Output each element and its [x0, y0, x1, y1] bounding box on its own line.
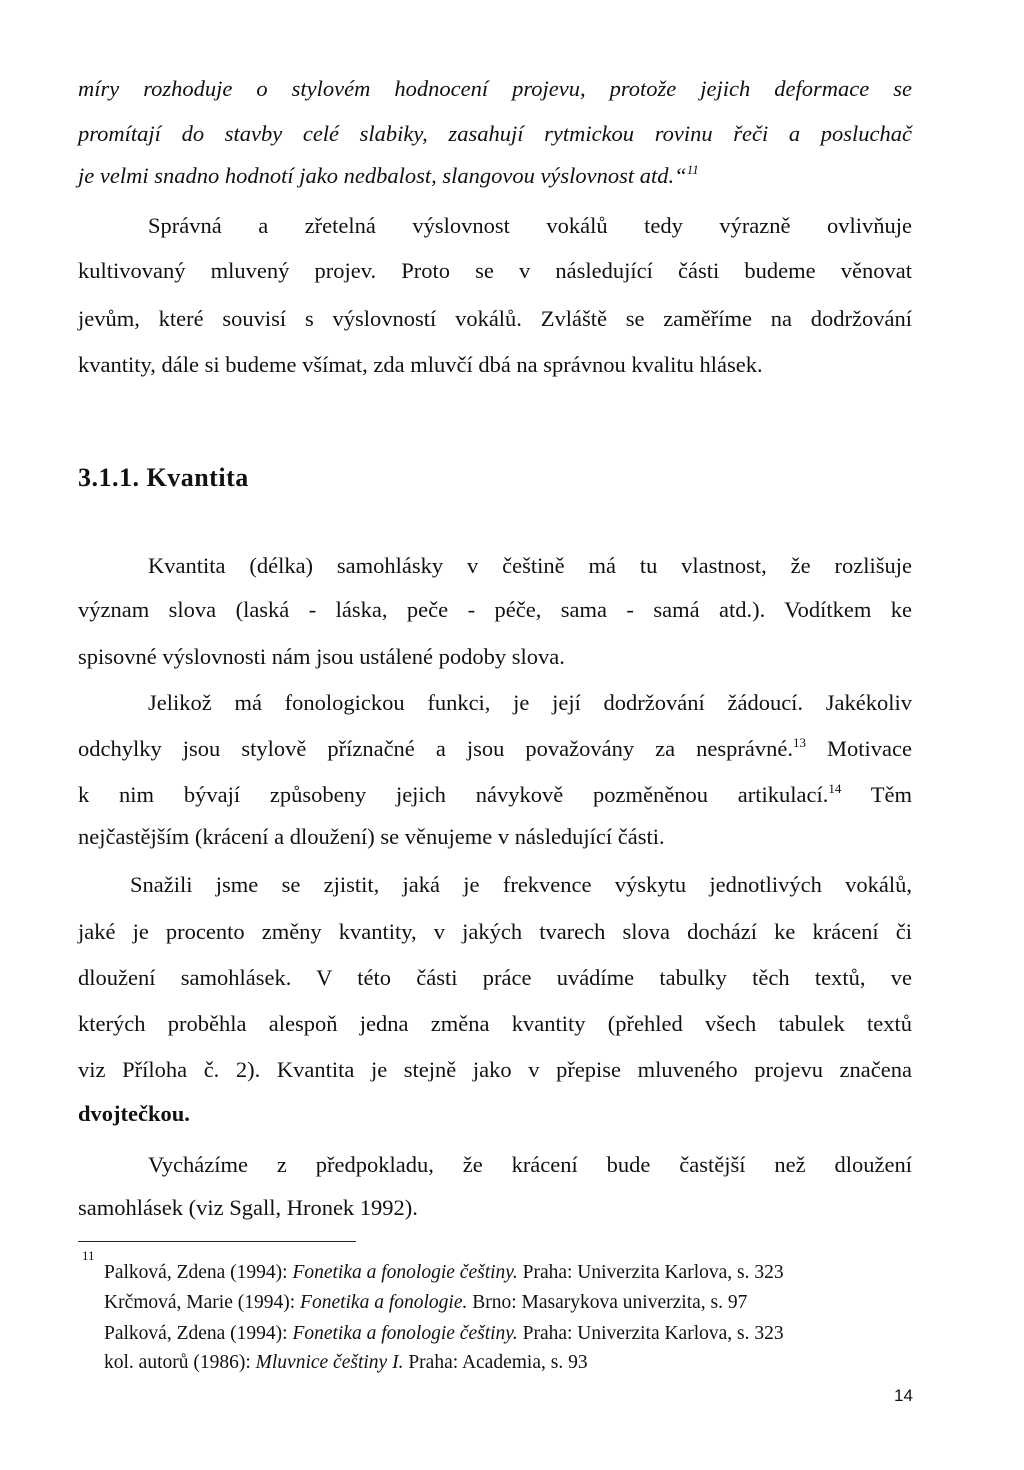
paragraph-line: jevům, které souvisí s výslovností vokálů. Zvláště se zaměříme na dodržování	[78, 306, 912, 331]
footnote-text: Krčmová, Marie (1994):	[104, 1292, 301, 1313]
footnote-ref: 11	[686, 162, 699, 177]
paragraph-text: k nim bývají způsobeny jejich návykově pozměněnou artikulací.	[78, 782, 829, 807]
footnote-text: Palková, Zdena (1994):	[104, 1323, 293, 1344]
quote-line	[78, 161, 912, 191]
paragraph-line: viz Příloha č. 2). Kvantita je stejně jako v přepise mluveného projevu značena	[78, 1057, 912, 1082]
paragraph-line	[78, 734, 912, 764]
paragraph-text: Motivace	[805, 736, 912, 761]
quote-line: promítají do stavby celé slabiky, zasahují rytmickou rovinu řeči a posluchač	[78, 121, 912, 146]
footnote-separator	[78, 1241, 356, 1242]
page-number: 14	[894, 1386, 913, 1405]
paragraph-line: jaké je procento změny kvantity, v jakých tvarech slova dochází ke krácení či	[78, 919, 912, 944]
paragraph-text: odchylky jsou stylově příznačné a jsou považovány za nesprávné.	[78, 736, 793, 761]
quote-line: míry rozhoduje o stylovém hodnocení projevu, protože jejich deformace se	[78, 76, 912, 101]
footnote-text: Palková, Zdena (1994):	[104, 1262, 293, 1283]
quote-text: je velmi snadno hodnotí jako nedbalost, slangovou výslovnost atd.“	[78, 163, 687, 188]
paragraph-line: kvantity, dále si budeme všímat, zda mluvčí dbá na správnou kvalitu hlásek.	[78, 352, 763, 377]
paragraph-line: spisovné výslovnosti nám jsou ustálené podoby slova.	[78, 644, 565, 669]
footnote-text: Praha: Academia, s. 93	[403, 1352, 588, 1373]
footnote-ref: 13	[792, 735, 806, 750]
paragraph-line: Vycházíme z předpokladu, že krácení bude častější než dloužení	[148, 1152, 912, 1177]
footnote-mark: 11	[82, 1248, 95, 1263]
paragraph-line	[78, 780, 912, 810]
footnote-text: kol. autorů (1986):	[104, 1352, 256, 1373]
footnote	[104, 1290, 747, 1316]
paragraph-text: Těm	[841, 782, 913, 807]
footnote-title: Fonetika a fonologie češtiny.	[292, 1323, 518, 1344]
paragraph-line: nejčastějším (krácení a dloužení) se věnujeme v následující části.	[78, 824, 665, 849]
footnote	[104, 1350, 588, 1376]
footnote-title: Fonetika a fonologie.	[300, 1292, 468, 1313]
section-heading: 3.1.1. Kvantita	[78, 463, 249, 492]
paragraph-line: Snažili jsme se zjistit, jaká je frekvence výskytu jednotlivých vokálů,	[130, 872, 912, 897]
footnote-text: Praha: Univerzita Karlova, s. 323	[517, 1262, 784, 1283]
paragraph-line: kultivovaný mluvený projev. Proto se v následující části budeme věnovat	[78, 258, 912, 283]
paragraph-line: kterých proběhla alespoň jedna změna kvantity (přehled všech tabulek textů	[78, 1011, 912, 1036]
paragraph-line: Kvantita (délka) samohlásky v češtině má tu vlastnost, že rozlišuje	[148, 553, 912, 578]
footnote	[104, 1321, 784, 1347]
paragraph-line: Správná a zřetelná výslovnost vokálů tedy výrazně ovlivňuje	[148, 213, 912, 238]
paragraph-line: dloužení samohlásek. V této části práce uvádíme tabulky těch textů, ve	[78, 965, 912, 990]
paragraph-line: samohlásek (viz Sgall, Hronek 1992).	[78, 1195, 418, 1220]
footnote-text: Praha: Univerzita Karlova, s. 323	[517, 1323, 784, 1344]
paragraph-line: význam slova (laská - láska, peče - péče, sama - samá atd.). Vodítkem ke	[78, 597, 912, 622]
footnote-ref: 14	[828, 781, 842, 796]
footnote	[104, 1260, 784, 1286]
footnote-title: Fonetika a fonologie češtiny.	[292, 1262, 518, 1283]
footnote-text: Brno: Masarykova univerzita, s. 97	[467, 1292, 748, 1313]
paragraph-line: Jelikož má fonologickou funkci, je její dodržování žádoucí. Jakékoliv	[148, 690, 912, 715]
emphasized-word: dvojtečkou.	[78, 1101, 190, 1126]
footnote-title: Mluvnice češtiny I.	[255, 1352, 404, 1373]
